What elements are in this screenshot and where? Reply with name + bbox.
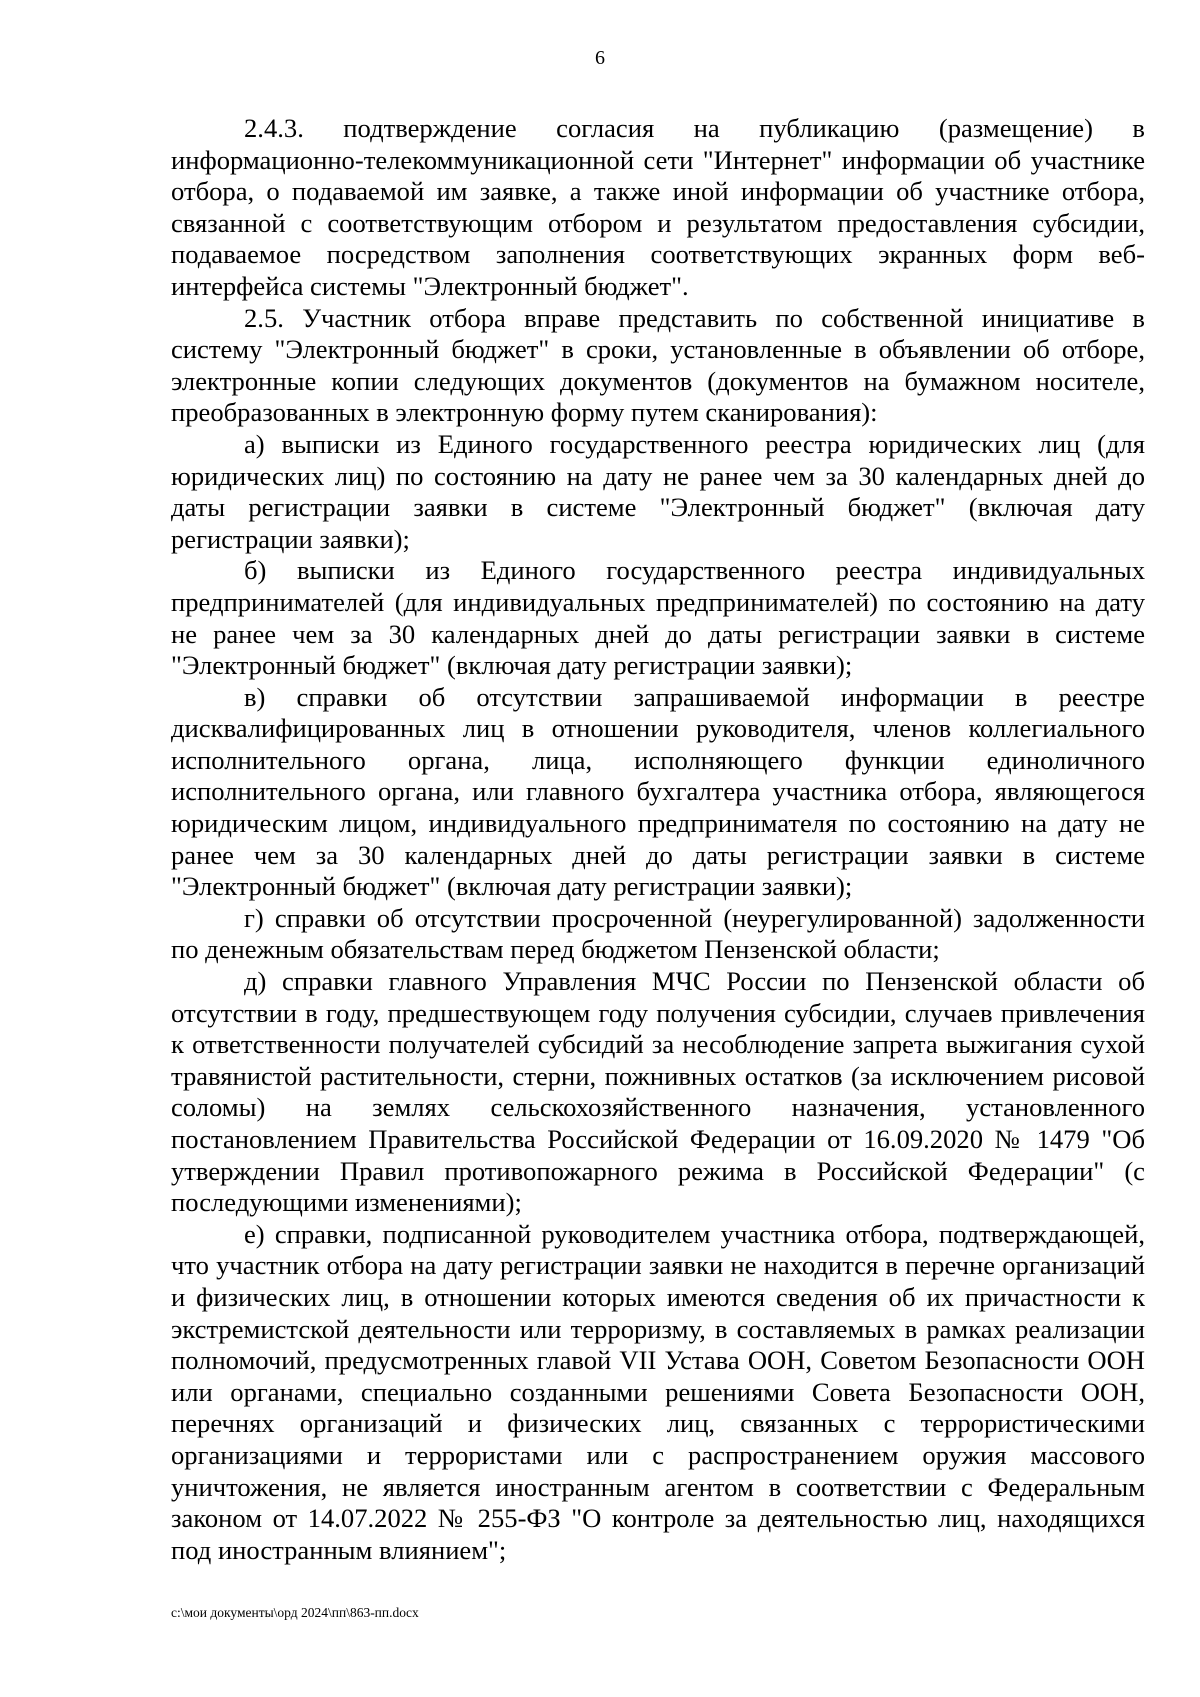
list-item-g: г) справки об отсутствии просроченной (неурегулированной) задолженности по денежным обязательствам перед бюджетом Пензенской области; [171, 902, 1145, 965]
list-item-a: а) выписки из Единого государственного реестра юридических лиц (для юридических лиц) по состоянию на дату не ранее чем за 30 календарных дней до даты регистрации заявки в системе "Электронный бюджет" (включая дату регистрации заявки); [171, 428, 1145, 554]
paragraph-2-5: 2.5. Участник отбора вправе представить по собственной инициативе в систему "Электронный бюджет" в сроки, установленные в объявлении об отборе, электронные копии следующих документов (документов на бумажном носителе, преобразованных в электронную форму путем сканирования): [171, 302, 1145, 428]
list-item-d: д) справки главного Управления МЧС России по Пензенской области об отсутствии в году, предшествующем году получения субсидии, случаев привлечения к ответственности получателей субсидий за несоблюдение запрета выжигания сухой травянистой растительности, стерни, пожнивных остатков (за исключением рисовой соломы) на землях сельскохозяйственного назначения, установленного постановлением Правительства Российской Федерации от 16.09.2020 № 1479 "Об утверждении Правил противопожарного режима в Российской Федерации" (с последующими изменениями); [171, 966, 1145, 1218]
footer-file-path: c:\мои документы\орд 2024\пп\863-пп.docx [171, 1605, 419, 1620]
document-body [171, 113, 1145, 1566]
list-item-b: б) выписки из Единого государственного реестра индивидуальных предпринимателей (для индивидуальных предпринимателей) по состоянию на дату не ранее чем за 30 календарных дней до даты регистрации заявки в системе "Электронный бюджет" (включая дату регистрации заявки); [171, 555, 1145, 681]
list-item-e: е) справки, подписанной руководителем участника отбора, подтверждающей, что участник отбора на дату регистрации заявки не находится в перечне организаций и физических лиц, в отношении которых имеются сведения об их причастности к экстремистской деятельности или терроризму, в составляемых в рамках реализации полномочий, предусмотренных главой VII Устава ООН, Советом Безопасности ООН или органами, специально созданными решениями Совета Безопасности ООН, перечнях организаций и физических лиц, связанных с террористическими организациями и террористами или с распространением оружия массового уничтожения, не является иностранным агентом в соответствии с Федеральным законом от 14.07.2022 № 255-ФЗ "О контроле за деятельностью лиц, находящихся под иностранным влиянием"; [171, 1218, 1145, 1565]
page-number: 6 [595, 47, 605, 69]
paragraph-2-4-3: 2.4.3. подтверждение согласия на публикацию (размещение) в информационно-телекоммуникационной сети "Интернет" информации об участнике отбора, о подаваемой им заявке, а также иной информации об участнике отбора, связанной с соответствующим отбором и результатом предоставления субсидии, подаваемое посредством заполнения соответствующих экранных форм веб-интерфейса системы "Электронный бюджет". [171, 113, 1145, 301]
list-item-v: в) справки об отсутствии запрашиваемой информации в реестре дисквалифицированных лиц в отношении руководителя, членов коллегиального исполнительного органа, лица, исполняющего функции единоличного исполнительного органа, или главного бухгалтера участника отбора, являющегося юридическим лицом, индивидуального предпринимателя по состоянию на дату не ранее чем за 30 календарных дней до даты регистрации заявки в системе "Электронный бюджет" (включая дату регистрации заявки); [171, 681, 1145, 902]
